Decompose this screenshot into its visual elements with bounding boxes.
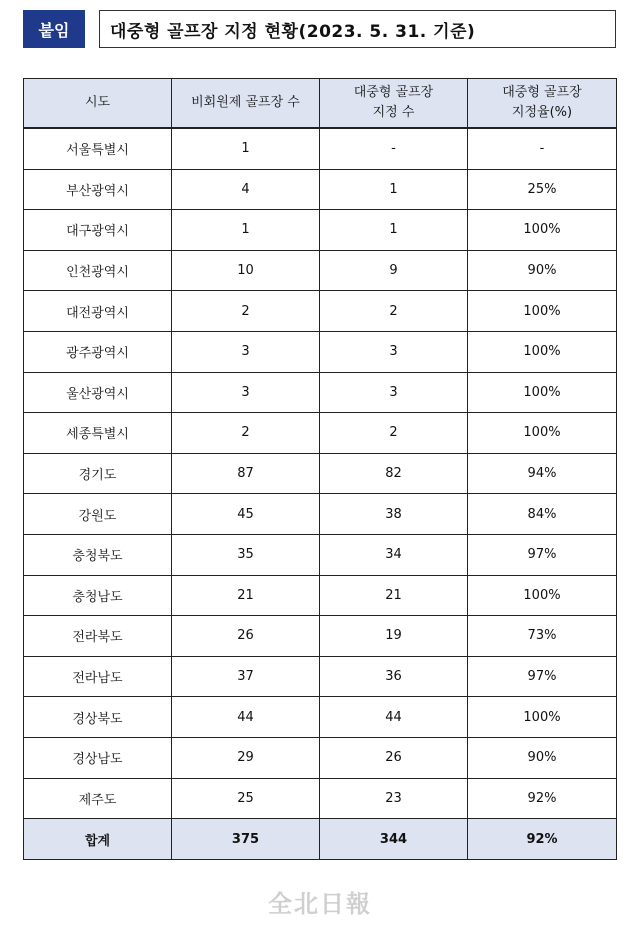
designated-count-cell: 2 (320, 413, 468, 454)
designation-rate-cell: 90% (468, 737, 617, 778)
document-header (23, 10, 616, 48)
designated-count-cell: 34 (320, 534, 468, 575)
designated-count-cell: 38 (320, 494, 468, 535)
nonmember-count-cell: 2 (172, 413, 320, 454)
designation-rate-cell: 100% (468, 331, 617, 372)
designation-rate-cell: 100% (468, 575, 617, 616)
designation-rate-cell: 100% (468, 210, 617, 251)
newspaper-watermark: 全北日報 (268, 888, 372, 918)
table-row (24, 413, 617, 454)
region-cell: 충청북도 (24, 534, 172, 575)
region-cell: 인천광역시 (24, 250, 172, 291)
nonmember-count-cell: 3 (172, 372, 320, 413)
designated-count-cell: 3 (320, 331, 468, 372)
table-row (24, 291, 617, 332)
region-cell: 대전광역시 (24, 291, 172, 332)
designated-count-cell: 1 (320, 210, 468, 251)
designated-count-cell: 3 (320, 372, 468, 413)
page-title: 대중형 골프장 지정 현황(2023. 5. 31. 기준) (99, 10, 616, 48)
column-header-nonmember-count: 비회원제 골프장 수 (172, 79, 320, 129)
designated-count-cell: 19 (320, 616, 468, 657)
nonmember-count-cell: 21 (172, 575, 320, 616)
designation-rate-cell: 94% (468, 453, 617, 494)
golf-course-status-table (23, 78, 617, 860)
region-cell: 광주광역시 (24, 331, 172, 372)
table-row (24, 616, 617, 657)
total-label: 합계 (24, 819, 172, 860)
table-row (24, 737, 617, 778)
total-designation-rate: 92% (468, 819, 617, 860)
designated-count-cell: 44 (320, 697, 468, 738)
designated-count-cell: 82 (320, 453, 468, 494)
table-body (24, 128, 617, 819)
nonmember-count-cell: 25 (172, 778, 320, 819)
nonmember-count-cell: 1 (172, 128, 320, 169)
nonmember-count-cell: 37 (172, 656, 320, 697)
nonmember-count-cell: 26 (172, 616, 320, 657)
designation-rate-cell: 90% (468, 250, 617, 291)
table-header-row (24, 79, 617, 129)
designation-rate-cell: 97% (468, 656, 617, 697)
designated-count-cell: - (320, 128, 468, 169)
region-cell: 전라북도 (24, 616, 172, 657)
region-cell: 경상북도 (24, 697, 172, 738)
nonmember-count-cell: 35 (172, 534, 320, 575)
designation-rate-cell: 100% (468, 697, 617, 738)
nonmember-count-cell: 45 (172, 494, 320, 535)
region-cell: 울산광역시 (24, 372, 172, 413)
table-row (24, 697, 617, 738)
region-cell: 서울특별시 (24, 128, 172, 169)
designation-rate-cell: 100% (468, 372, 617, 413)
nonmember-count-cell: 2 (172, 291, 320, 332)
region-cell: 대구광역시 (24, 210, 172, 251)
table-row (24, 210, 617, 251)
designated-count-cell: 2 (320, 291, 468, 332)
nonmember-count-cell: 10 (172, 250, 320, 291)
table-row (24, 656, 617, 697)
designated-count-cell: 9 (320, 250, 468, 291)
designated-count-cell: 1 (320, 169, 468, 210)
region-cell: 제주도 (24, 778, 172, 819)
designation-rate-cell: 73% (468, 616, 617, 657)
total-designated-count: 344 (320, 819, 468, 860)
designated-count-cell: 21 (320, 575, 468, 616)
nonmember-count-cell: 29 (172, 737, 320, 778)
table-row (24, 453, 617, 494)
region-cell: 강원도 (24, 494, 172, 535)
column-header-region: 시도 (24, 79, 172, 129)
table-row (24, 250, 617, 291)
region-cell: 세종특별시 (24, 413, 172, 454)
nonmember-count-cell: 87 (172, 453, 320, 494)
region-cell: 경기도 (24, 453, 172, 494)
column-header-designated-count: 대중형 골프장 지정 수 (320, 79, 468, 129)
region-cell: 부산광역시 (24, 169, 172, 210)
designation-rate-cell: 97% (468, 534, 617, 575)
table-row (24, 331, 617, 372)
region-cell: 전라남도 (24, 656, 172, 697)
nonmember-count-cell: 3 (172, 331, 320, 372)
nonmember-count-cell: 44 (172, 697, 320, 738)
region-cell: 충청남도 (24, 575, 172, 616)
designation-rate-cell: - (468, 128, 617, 169)
table-row (24, 575, 617, 616)
total-row (24, 819, 617, 860)
nonmember-count-cell: 1 (172, 210, 320, 251)
attachment-badge: 붙임 (23, 10, 85, 48)
designation-rate-cell: 100% (468, 413, 617, 454)
total-nonmember-count: 375 (172, 819, 320, 860)
table-row (24, 128, 617, 169)
designated-count-cell: 26 (320, 737, 468, 778)
designation-rate-cell: 25% (468, 169, 617, 210)
region-cell: 경상남도 (24, 737, 172, 778)
designation-rate-cell: 100% (468, 291, 617, 332)
table-row (24, 534, 617, 575)
table-row (24, 494, 617, 535)
table-row (24, 778, 617, 819)
designation-rate-cell: 92% (468, 778, 617, 819)
table-row (24, 372, 617, 413)
column-header-designation-rate: 대중형 골프장 지정율(%) (468, 79, 617, 129)
table-row (24, 169, 617, 210)
designated-count-cell: 36 (320, 656, 468, 697)
nonmember-count-cell: 4 (172, 169, 320, 210)
designated-count-cell: 23 (320, 778, 468, 819)
designation-rate-cell: 84% (468, 494, 617, 535)
